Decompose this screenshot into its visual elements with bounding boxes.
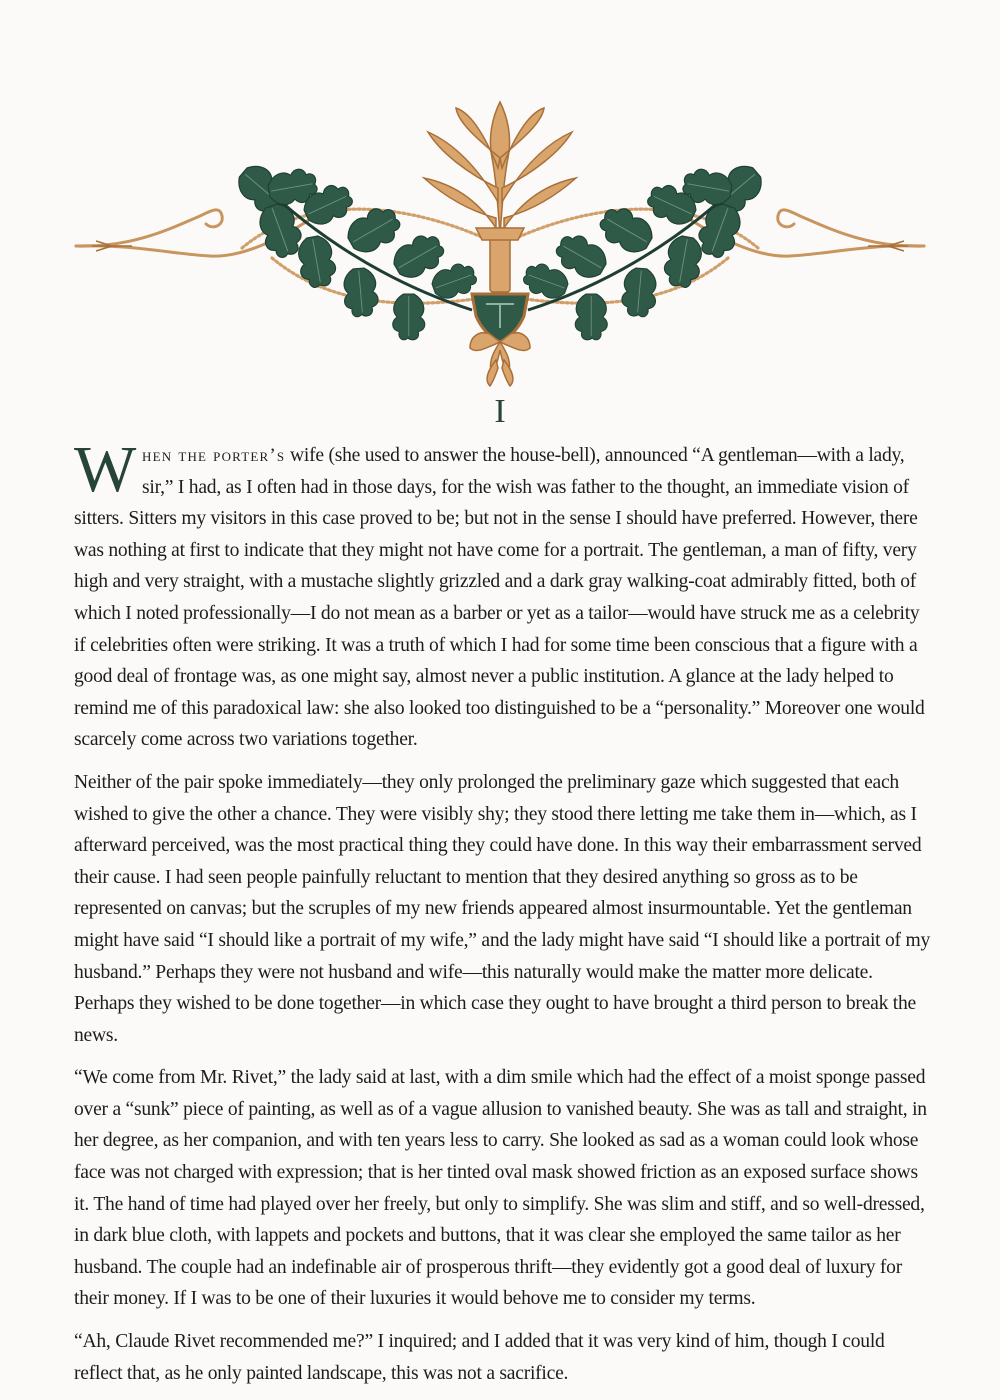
lead-in-small-caps: hen the porter’s: [142, 445, 286, 466]
paragraph-4: “Ah, Claude Rivet recommended me?” I inquired; and I added that it was very kind of him, though I could reflect that, as he only painted landscape, this was not a sacrifice.: [74, 1331, 885, 1384]
acanthus-laurel-ornament-icon: [72, 98, 928, 390]
chapter-numeral: I: [494, 393, 506, 430]
paragraph-3: “We come from Mr. Rivet,” the lady said at last, with a dim smile which had the effect of a moist sponge passed over a “sunk” piece of painting, as well as of a vague allusion to vanished beauty. She was as tall and straight, in her degree, as her companion, and with ten years less to carry. She looked as sad as a woman could look whose face was not charged with expression; that is her tinted oval mask showed friction as an exposed surface shows it. The hand of time had played over her freely, but only to simplify. She was slim and stiff, and so well-dressed, in dark blue cloth, with lappets and pockets and buttons, that it was clear she employed the same tailor as her husband. The couple had an indefinable air of prosperous thrift—they evidently got a good deal of luxury for their money. If I was to be one of their luxuries it would behove me to consider my terms.: [74, 1067, 927, 1310]
paragraph-2: Neither of the pair spoke immediately—they only prolonged the preliminary gaze which suggested that each wished to give the other a chance. They were visibly shy; they stood there letting me take them in—which, as I afterward perceived, was the most practical thing they could have done. In this way their embarrassment served their cause. I had seen people painfully reluctant to mention that they desired anything so gross as to be represented on canvas; but the scruples of my new friends appeared almost insurmountable. Yet the gentleman might have said “I should like a portrait of my wife,” and the lady might have said “I should like a portrait of my husband.” Perhaps they were not husband and wife—this naturally would make the matter more delicate. Perhaps they wished to be done together—in which case they ought to have brought a third person to break the news.: [74, 771, 931, 1046]
drop-cap: W: [74, 433, 137, 506]
paragraph-text: wife (she used to answer the house-bell), announced “A gentleman—with a lady, sir,” I had, as I often had in those days, for the wish was father to the thought, an immediate vision of sitters. Sitters my visitors in this case proved to be; but not in the sense I should have preferred. However, there was nothing at first to indicate that they might not have come for a portrait. The gentleman, a man of fifty, very high and very straight, with a mustache slightly grizzled and a dark gray walking-coat admirably fitted, both of which I noted professionally—I do not mean as a barber or yet as a tailor—would have struck me as a celebrity if celebrities often were striking. It was a truth of which I had for some time been conscious that a figure with a good deal of frontage was, as one might say, almost never a public institution. A glance at the lady helped to remind me of this paradoxical law: she also looked too distinguished to be a “personality.” Moreover one would scarcely come across two variations together.: [74, 445, 925, 751]
paragraph-1: [74, 433, 930, 756]
story-text: [74, 433, 931, 1400]
